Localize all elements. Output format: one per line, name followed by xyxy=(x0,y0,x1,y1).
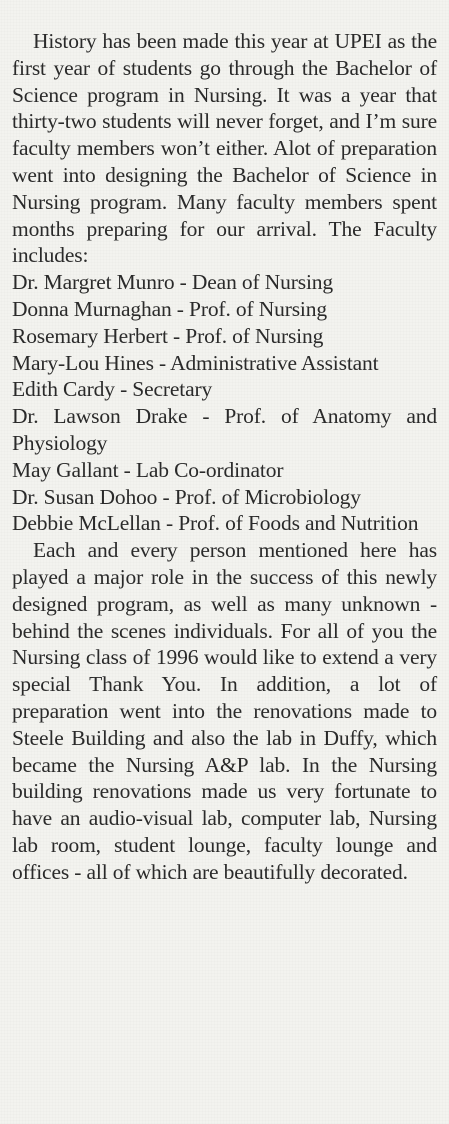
faculty-list xyxy=(12,269,437,537)
faculty-entry: Mary-Lou Hines - Administrative Assistant xyxy=(12,350,379,375)
intro-paragraph: History has been made this year at UPEI as the first year of students go through the Bachelor of Science program in Nursing. It was a year that thirty-two students will never forget, and I’m sure faculty members won’t either. Alot of preparation went into designing the Bachelor of Science in Nursing program. Many faculty members spent months preparing for our arrival. The Faculty includes: xyxy=(12,29,437,268)
faculty-entry: Donna Murnaghan - Prof. of Nursing xyxy=(12,296,327,321)
faculty-entry: Debbie McLellan - Prof. of Foods and Nutrition xyxy=(12,511,419,536)
faculty-entry: May Gallant - Lab Co-ordinator xyxy=(12,457,284,482)
closing-paragraph: Each and every person mentioned here has played a major role in the success of this newly designed program, as well as many unknown - behind the scenes individuals. For all of you the Nursing class of 1996 would like to extend a very special Thank You. In addition, a lot of preparation went into the renovations made to Steele Building and also the lab in Duffy, which became the Nursing A&P lab. In the Nursing building renovations made us very fortunate to have an audio-visual lab, computer lab, Nursing lab room, student lounge, faculty lounge and offices - all of which are beautifully decorated. xyxy=(12,538,437,884)
faculty-entry: Dr. Lawson Drake - Prof. of Anatomy and Physiology xyxy=(12,404,437,455)
faculty-entry: Edith Cardy - Secretary xyxy=(12,377,213,402)
faculty-entry: Dr. Susan Dohoo - Prof. of Microbiology xyxy=(12,484,361,509)
faculty-entry: Dr. Margret Munro - Dean of Nursing xyxy=(12,270,333,295)
faculty-entry: Rosemary Herbert - Prof. of Nursing xyxy=(12,323,324,348)
